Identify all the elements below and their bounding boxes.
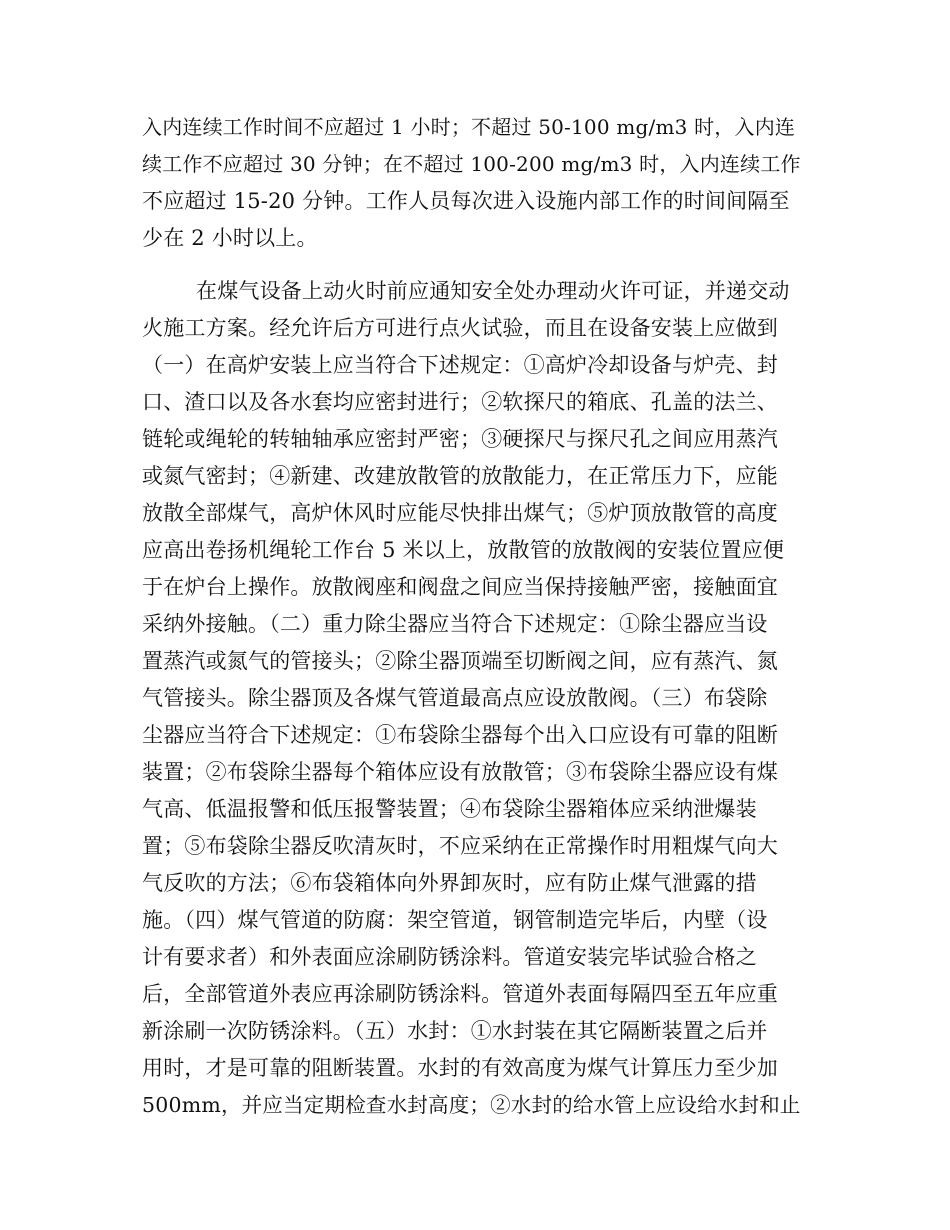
paragraph-2-line-4: 口、渣口以及各水套均应密封进行；②软探尺的箱底、孔盖的法兰、 [142, 390, 778, 414]
paragraph-2-line-9: 于在炉台上操作。放散阀座和阀盘之间应当保持接触严密，接触面宜 [142, 575, 778, 599]
paragraph-1-line-3: 不应超过 15-20 分钟。工作人员每次进入设施内部工作的时间间隔至 [142, 189, 790, 213]
paragraph-2-line-1: 在煤气设备上动火时前应通知安全处办理动火许可证，并递交动 [196, 279, 790, 303]
paragraph-2-line-16: 置；⑤布袋除尘器反吹清灰时，不应采纳在正常操作时用粗煤气向大 [142, 834, 778, 858]
paragraph-2-line-11: 置蒸汽或氮气的管接头；②除尘器顶端至切断阀之间，应有蒸汽、氮 [142, 649, 778, 673]
paragraph-2-line-21: 新涂刷一次防锈涂料。（五）水封：①水封装在其它隔断装置之后并 [142, 1019, 768, 1043]
paragraph-2-line-22: 用时，才是可靠的阻断装置。水封的有效高度为煤气计算压力至少加 [142, 1056, 778, 1080]
paragraph-2-line-17: 气反吹的方法；⑥布袋箱体向外界卸灰时，应有防止煤气泄露的措 [142, 871, 757, 895]
paragraph-2-line-2: 火施工方案。经允许后方可进行点火试验，而且在设备安装上应做到 [142, 316, 778, 340]
paragraph-2-line-23: 500mm，并应当定期检查水封高度；②水封的给水管上应设给水封和止 [142, 1093, 801, 1117]
paragraph-1-line-1: 入内连续工作时间不应超过 1 小时；不超过 50-100 mg/m3 时，入内连 [142, 115, 796, 139]
paragraph-2-line-18: 施。（四）煤气管道的防腐：架空管道，钢管制造完毕后，内壁（设 [142, 908, 768, 932]
paragraph-2-line-3: （一）在高炉安装上应当符合下述规定：①高炉冷却设备与炉壳、封 [142, 353, 778, 377]
paragraph-2-line-13: 尘器应当符合下述规定：①布袋除尘器每个出入口应设有可靠的阻断 [142, 723, 778, 747]
paragraph-2-line-8: 应高出卷扬机绳轮工作台 5 米以上，放散管的放散阀的安装位置应便 [142, 538, 785, 562]
paragraph-2-line-6: 或氮气密封；④新建、改建放散管的放散能力，在正常压力下，应能 [142, 464, 778, 488]
paragraph-2-line-14: 装置；②布袋除尘器每个箱体应设有放散管；③布袋除尘器应设有煤 [142, 760, 778, 784]
paragraph-1-line-2: 续工作不应超过 30 分钟；在不超过 100-200 mg/m3 时，入内连续工作 [142, 152, 801, 176]
paragraph-2-line-5: 链轮或绳轮的转轴轴承应密封严密；③硬探尺与探尺孔之间应用蒸汽 [142, 427, 778, 451]
paragraph-2-line-19: 计有要求者）和外表面应涂刷防锈涂料。管道安装完毕试验合格之 [142, 945, 757, 969]
paragraph-2-line-15: 气高、低温报警和低压报警装置；④布袋除尘器箱体应采纳泄爆装 [142, 797, 757, 821]
paragraph-2-line-7: 放散全部煤气，高炉休风时应能尽快排出煤气；⑤炉顶放散管的高度 [142, 501, 778, 525]
paragraph-2-line-12: 气管接头。除尘器顶及各煤气管道最高点应设放散阀。（三）布袋除 [142, 686, 768, 710]
paragraph-2-line-20: 后，全部管道外表应再涂刷防锈涂料。管道外表面每隔四至五年应重 [142, 982, 778, 1006]
paragraph-2-line-10: 采纳外接触。（二）重力除尘器应当符合下述规定：①除尘器应当设 [142, 612, 768, 636]
paragraph-1-line-4: 少在 2 小时以上。 [142, 226, 318, 250]
